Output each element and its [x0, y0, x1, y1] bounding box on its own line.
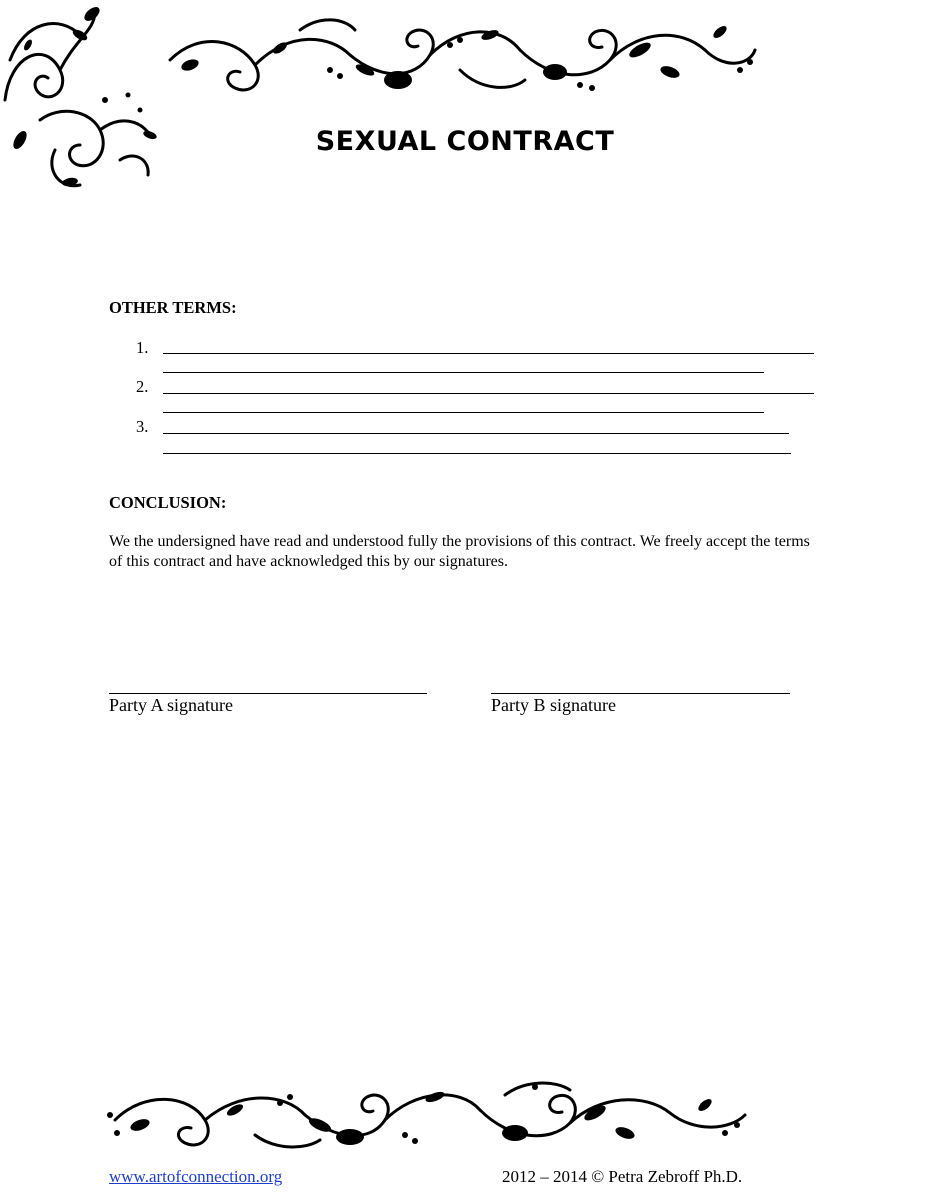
term-2-line-2[interactable] — [163, 412, 764, 413]
term-number-2: 2. — [136, 377, 149, 396]
term-1-line-2[interactable] — [163, 372, 764, 373]
party-a-signature-label: Party A signature — [109, 695, 233, 715]
term-3-line-1[interactable] — [163, 433, 789, 434]
copyright-text: 2012 – 2014 © Petra Zebroff Ph.D. — [502, 1167, 743, 1186]
party-b-signature-label: Party B signature — [491, 695, 616, 715]
party-a-signature-line[interactable] — [109, 693, 427, 694]
other-terms-heading: OTHER TERMS: — [109, 298, 237, 317]
term-3-line-2[interactable] — [163, 453, 791, 454]
website-link[interactable]: www.artofconnection.org — [109, 1167, 283, 1186]
top-floral-border-ornament — [160, 10, 760, 100]
corner-flourish-ornament — [0, 0, 170, 195]
term-number-1: 1. — [136, 338, 149, 357]
conclusion-heading: CONCLUSION: — [109, 493, 227, 512]
term-2-line-1[interactable] — [163, 393, 814, 394]
term-1-line-1[interactable] — [163, 353, 814, 354]
document-title: SEXUAL CONTRACT — [315, 126, 615, 157]
conclusion-text: We the undersigned have read and understood fully the provisions of this contract. We freely accept the terms of this contract and have acknowledged this by our signatures. — [109, 533, 810, 570]
party-b-signature-line[interactable] — [491, 693, 790, 694]
term-number-3: 3. — [136, 417, 149, 436]
bottom-floral-border-ornament — [105, 1075, 755, 1155]
